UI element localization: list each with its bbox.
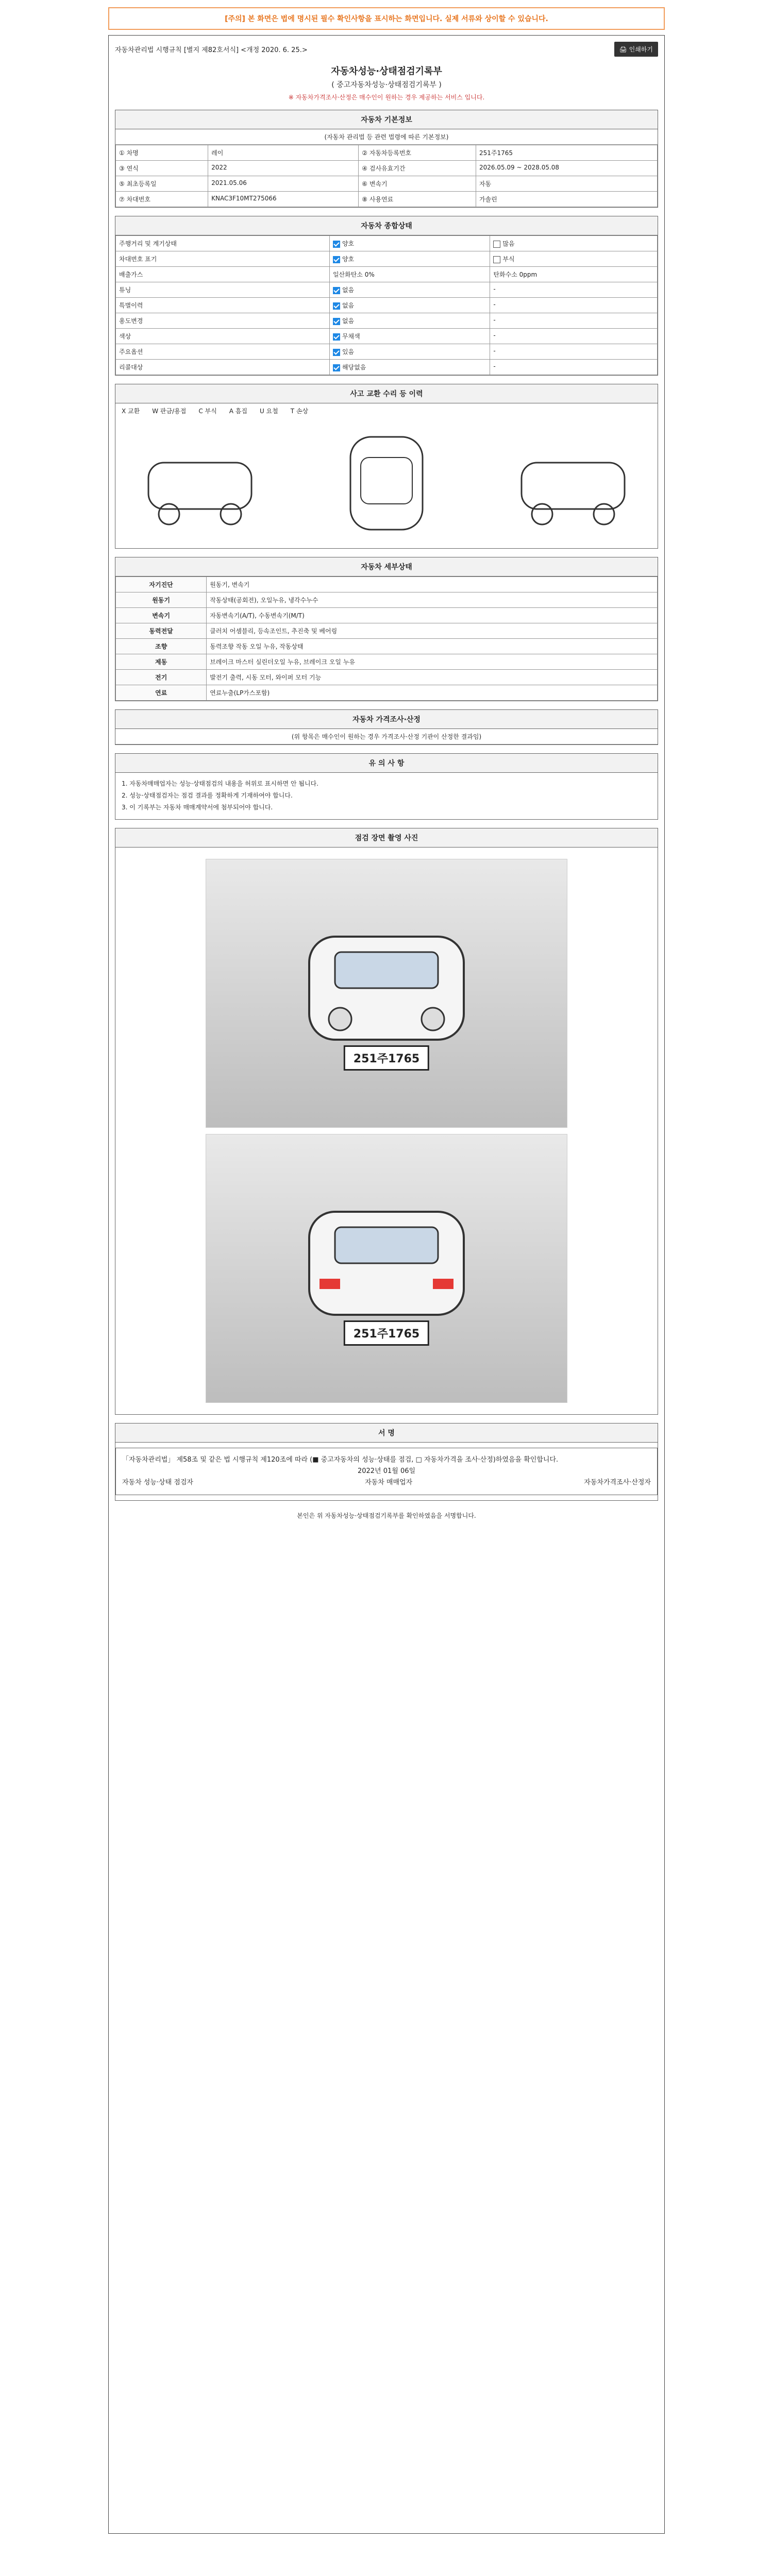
car-rear-photo [206, 1134, 567, 1403]
document-subtitle: ( 중고자동차성능·상태점검기록부 ) [331, 81, 442, 89]
signature-title: 서 명 [115, 1423, 658, 1443]
price-section [115, 709, 658, 745]
notice-item: 1. 자동차매매업자는 성능·상태점검의 내용을 허위로 표시하면 안 됩니다. [122, 780, 318, 787]
checkbox-icon [333, 256, 340, 263]
table-row: ③ 연식 2022 ④ 검사유효기간 2026.05.09 ~ 2028.05.08 [116, 161, 658, 176]
document-title: 자동차성능·상태점검기록부 [331, 66, 442, 77]
document [108, 35, 665, 2534]
overall-status-section [115, 216, 658, 376]
signature-box [115, 1448, 658, 1495]
print-button[interactable]: 🖨 인쇄하기 [614, 42, 658, 57]
car-top-icon [314, 427, 459, 540]
basic-info-section [115, 110, 658, 208]
overall-status-title: 자동차 종합상태 [115, 216, 658, 235]
warning-banner [108, 7, 665, 30]
car-rear-icon [501, 427, 645, 540]
photo-gallery [115, 848, 658, 1414]
notice-item: 3. 이 기록부는 자동차 매매계약서에 첨부되어야 합니다. [122, 804, 273, 811]
table-row: 차대번호 표기 양호 부식 [116, 251, 658, 267]
license-plate: 251주1765 [344, 1045, 429, 1071]
car-front-photo [206, 859, 567, 1128]
printer-icon: 🖨 [619, 46, 627, 53]
signature-date: 2022년 01월 06일 [357, 1467, 416, 1475]
checkbox-icon [493, 241, 500, 248]
accident-history-title: 사고 교환 수리 등 이력 [115, 384, 658, 403]
table-row: 배출가스 일산화탄소 0% 탄화수소 0ppm [116, 267, 658, 282]
detail-status-section [115, 557, 658, 701]
table-row: 변속기 자동변속기(A/T), 수동변속기(M/T) [116, 608, 658, 623]
diagram-legend: X 교환 W 판금/용접 C 부식 A 흠집 U 요철 T 손상 [122, 408, 309, 415]
table-row: ① 차명 레이 ② 자동차등록번호 251주1765 [116, 145, 658, 161]
basic-info-table [115, 145, 658, 207]
checkbox-icon [333, 241, 340, 248]
signature-text: 「자동차관리법」 제58조 및 같은 법 시행규칙 제120조에 따라 (■ 중고자동차의 성능·상태를 점검, □ 자동차가격을 조사·산정)하였음을 확인합니다. [122, 1455, 559, 1464]
detail-status-title: 자동차 세부상태 [115, 557, 658, 577]
license-plate: 251주1765 [344, 1320, 429, 1346]
document-note: ※ 자동차가격조사·산정은 매수인이 원하는 경우 제공하는 서비스 입니다. [288, 94, 485, 101]
seller-label: 자동차 매매업자 [365, 1478, 413, 1486]
table-row: 주요옵션 있음 - [116, 344, 658, 360]
document-header [115, 42, 658, 57]
accident-history-section [115, 384, 658, 549]
photo-title: 점검 장면 촬영 사진 [115, 828, 658, 848]
table-row: 조향 동력조향 작동 오일 누유, 작동상태 [116, 639, 658, 654]
table-row: 튜닝 없음 - [116, 282, 658, 298]
table-row: 전기 발전기 출력, 시동 모터, 와이퍼 모터 기능 [116, 670, 658, 685]
car-side-icon [128, 427, 272, 540]
signature-row [122, 1477, 651, 1488]
basic-info-title: 자동차 기본정보 [115, 110, 658, 129]
table-row: 특별이력 없음 - [116, 298, 658, 313]
basic-info-desc: (자동차 관리법 등 관련 법령에 따른 기본정보) [115, 129, 658, 145]
table-row: ⑦ 차대번호 KNAC3F10MT275066 ⑧ 사용연료 가솔린 [116, 192, 658, 207]
checker-label: 자동차 성능·상태 점검자 [122, 1478, 193, 1486]
checkbox-icon [493, 256, 500, 263]
table-row: 원동기 작동상태(공회전), 오일누유, 냉각수누수 [116, 592, 658, 608]
table-row: 리콜대상 해당없음 - [116, 360, 658, 375]
overall-status-table [115, 235, 658, 375]
table-row: 주행거리 및 계기상태 양호 많음 [116, 236, 658, 251]
footer-text: 본인은 위 자동차성능·상태점검기록부를 확인하였음을 서명합니다. [297, 1512, 476, 1519]
warning-text: [주의] 본 화면은 법에 명시된 필수 확인사항을 표시하는 화면입니다. 실제 서류와 상이할 수 있습니다. [225, 15, 548, 23]
price-title: 자동차 가격조사·산정 [115, 710, 658, 729]
table-row: 동력전달 클러치 어셈블리, 등속조인트, 추진축 및 베어링 [116, 623, 658, 639]
price-agent-label: 자동차가격조사·산정자 [584, 1478, 651, 1486]
car-diagram [115, 418, 658, 548]
table-row: 제동 브레이크 마스터 실린더오일 누유, 브레이크 오일 누유 [116, 654, 658, 670]
notice-section [115, 753, 658, 820]
price-desc: (위 항목은 매수인이 원하는 경우 가격조사·산정 기관이 산정한 결과임) [115, 729, 658, 744]
detail-status-table [115, 577, 658, 701]
notice-list [115, 773, 658, 819]
form-number: 자동차관리법 시행규칙 [별지 제82호서식] <개정 2020. 6. 25.> [115, 46, 308, 54]
table-row: ⑤ 최초등록일 2021.05.06 ⑥ 변속기 자동 [116, 176, 658, 192]
notice-title: 유 의 사 항 [115, 754, 658, 773]
table-row: 색상 무채색 - [116, 329, 658, 344]
notice-item: 2. 성능·상태점검자는 점검 결과를 정확하게 기재하여야 합니다. [122, 792, 293, 800]
table-row: 연료 연료누출(LP가스포함) [116, 685, 658, 701]
signature-section [115, 1423, 658, 1501]
table-row: 자기진단 원동기, 변속기 [116, 577, 658, 592]
table-row: 용도변경 없음 - [116, 313, 658, 329]
photo-section [115, 828, 658, 1415]
